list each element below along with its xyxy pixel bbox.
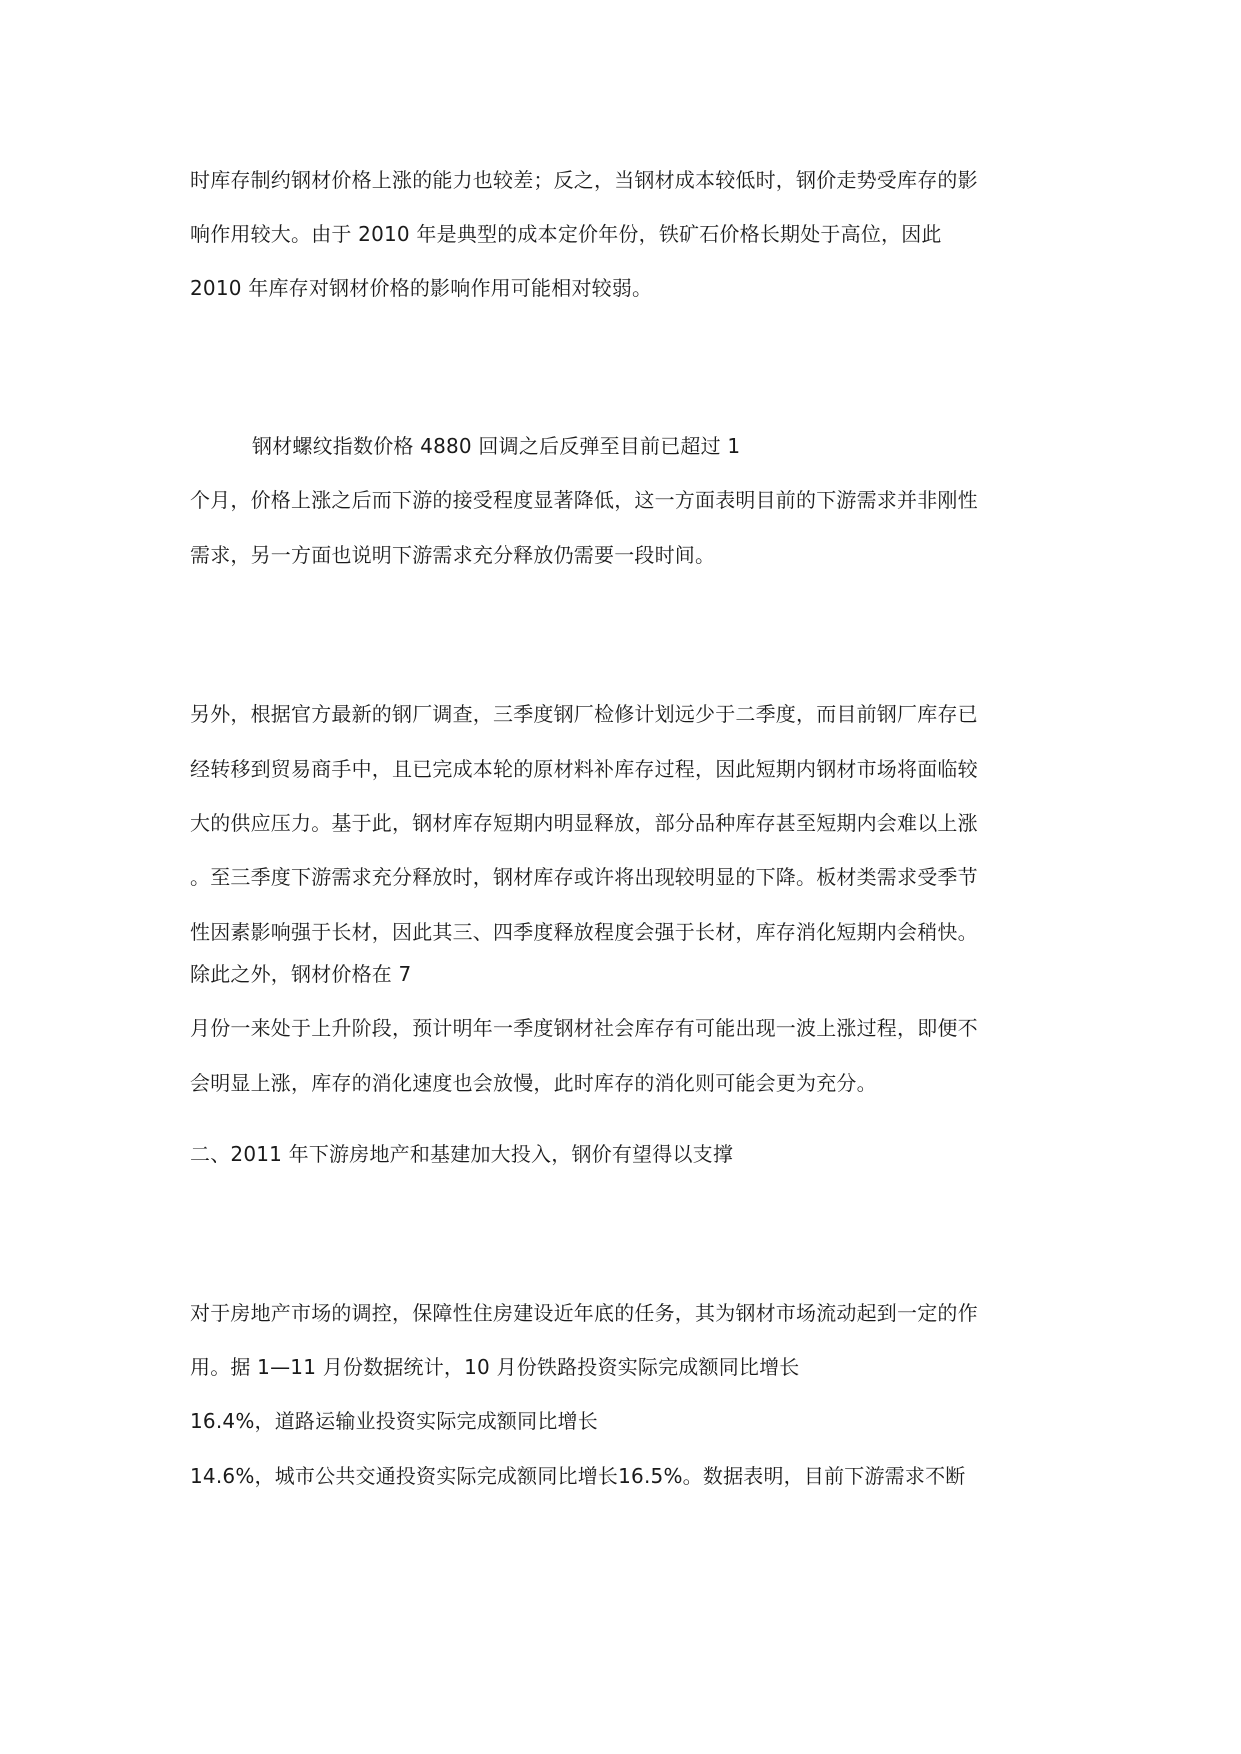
paragraph-3-line-5: 性因素影响强于长材，因此其三、四季度释放程度会强于长材，库存消化短期内会稍快。 [190,920,978,944]
paragraph-4-line-2: 用。据 1—11 月份数据统计，10 月份铁路投资实际完成额同比增长 [190,1355,800,1379]
paragraph-2-line-2: 个月，价格上涨之后而下游的接受程度显著降低，这一方面表明目前的下游需求并非刚性 [190,488,978,512]
paragraph-2-line-3: 需求，另一方面也说明下游需求充分释放仍需要一段时间。 [190,543,716,567]
paragraph-3-line-3: 大的供应压力。基于此，钢材库存短期内明显释放，部分品种库存甚至短期内会难以上涨 [190,811,978,835]
paragraph-1-line-1: 时库存制约钢材价格上涨的能力也较差；反之，当钢材成本较低时，钢价走势受库存的影 [190,168,978,192]
paragraph-2-line-1: 钢材螺纹指数价格 4880 回调之后反弹至目前已超过 1 [252,434,741,458]
paragraph-3-line-1: 另外，根据官方最新的钢厂调查，三季度钢厂检修计划远少于二季度，而目前钢厂库存已 [190,702,978,726]
paragraph-1-line-3: 2010 年库存对钢材价格的影响作用可能相对较弱。 [190,276,653,300]
paragraph-4-line-4: 14.6%，城市公共交通投资实际完成额同比增长16.5%。数据表明，目前下游需求不断 [190,1464,966,1488]
paragraph-3-line-2: 经转移到贸易商手中，且已完成本轮的原材料补库存过程，因此短期内钢材市场将面临较 [190,757,978,781]
section-heading-2: 二、2011 年下游房地产和基建加大投入，钢价有望得以支撑 [190,1142,734,1166]
paragraph-3-line-4: 。至三季度下游需求充分释放时，钢材库存或许将出现较明显的下降。板材类需求受季节 [190,865,978,889]
paragraph-3-line-6: 除此之外，钢材价格在 7 [190,962,412,986]
paragraph-3-line-7: 月份一来处于上升阶段，预计明年一季度钢材社会库存有可能出现一波上涨过程，即便不 [190,1016,978,1040]
paragraph-1-line-2: 响作用较大。由于 2010 年是典型的成本定价年份，铁矿石价格长期处于高位，因此 [190,222,942,246]
paragraph-4-line-1: 对于房地产市场的调控，保障性住房建设近年底的任务，其为钢材市场流动起到一定的作 [190,1301,978,1325]
paragraph-3-line-8: 会明显上涨，库存的消化速度也会放慢，此时库存的消化则可能会更为充分。 [190,1071,877,1095]
paragraph-4-line-3: 16.4%，道路运输业投资实际完成额同比增长 [190,1409,598,1433]
